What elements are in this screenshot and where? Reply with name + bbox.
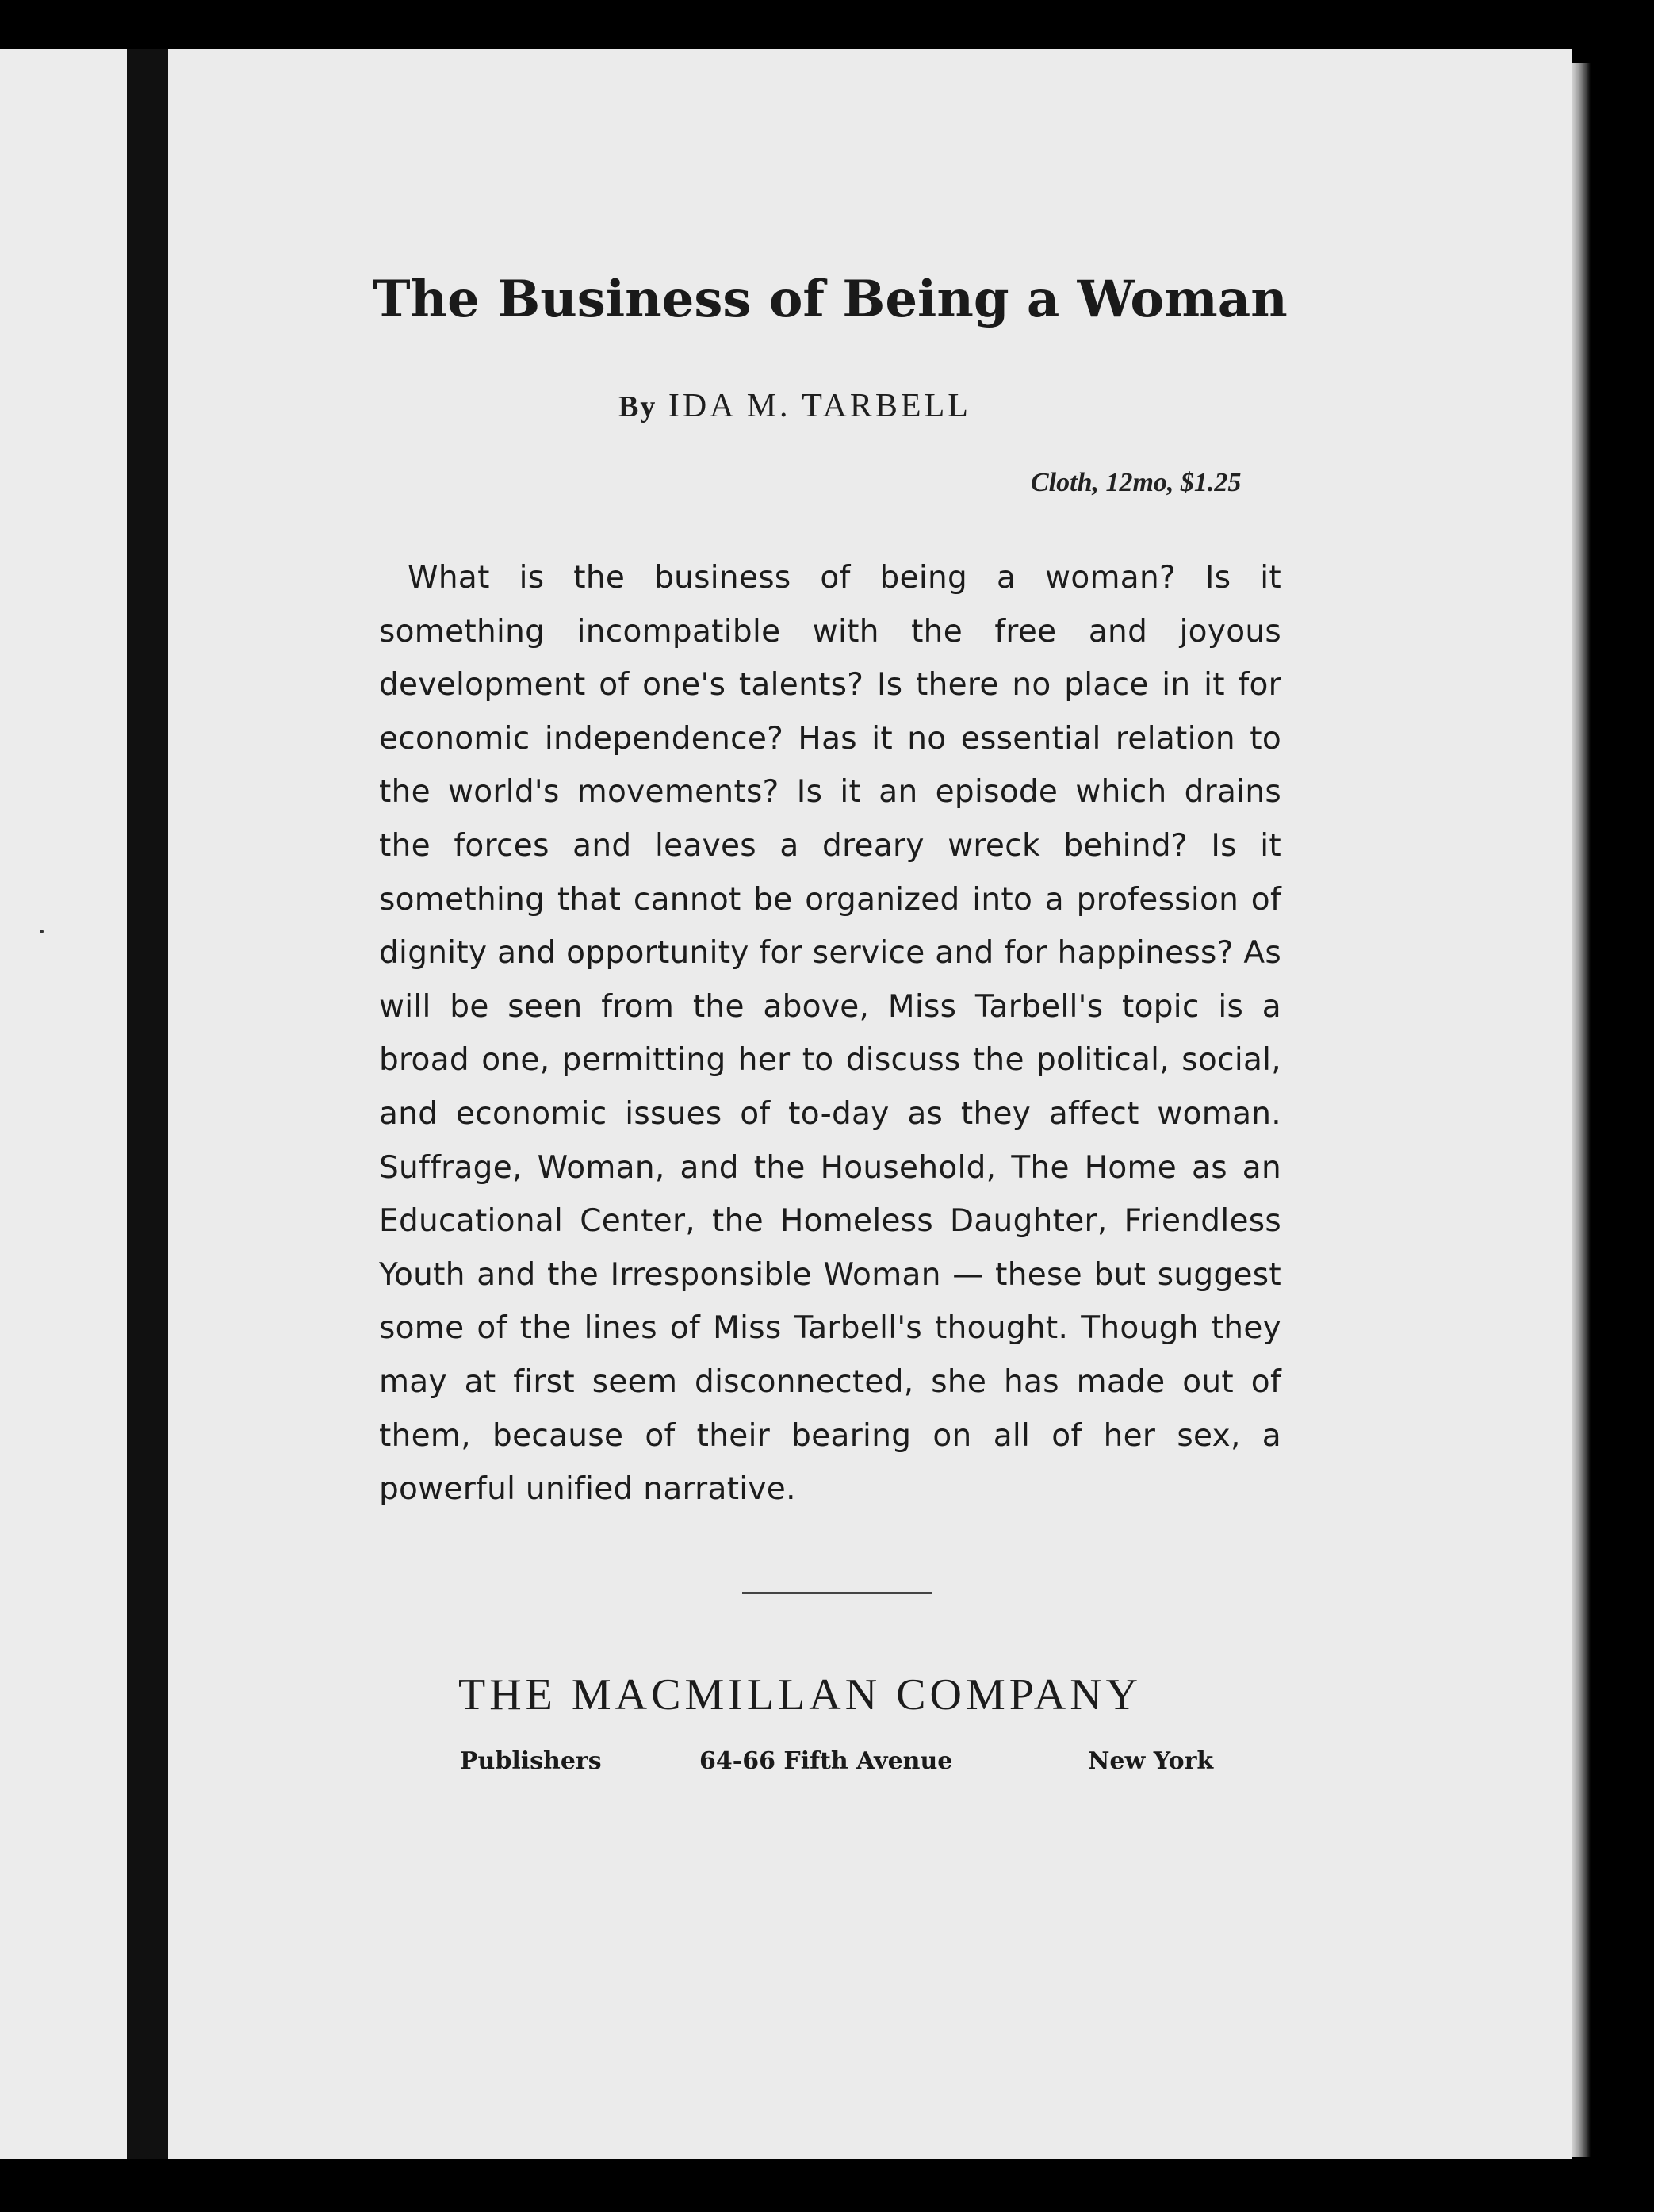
- publisher-address: 64-66 Fifth Avenue: [699, 1747, 953, 1775]
- book-spine: [127, 49, 168, 2159]
- byline-prefix: By: [618, 390, 657, 424]
- byline: [618, 387, 971, 425]
- author-name: IDA M. TARBELL: [668, 388, 971, 424]
- publisher-city: New York: [1088, 1747, 1214, 1775]
- left-page-edge: [0, 49, 127, 2159]
- divider-rule: [742, 1592, 932, 1594]
- right-page-edge: [1572, 63, 1591, 2157]
- binding-price: Cloth, 12mo, $1.25: [1031, 468, 1242, 497]
- scan-speck: [40, 930, 44, 933]
- publisher-role: Publishers: [460, 1747, 602, 1775]
- book-title: The Business of Being a Woman: [373, 270, 1288, 329]
- book-description: What is the business of being a woman? Is it something incompatible with the free and joyous development of one's talents? Is there no place in it for economic independence? Has it no essential relation to the world's movements? Is it an episode which drains the forces and leaves a dreary wreck behind? Is it something that cannot be organized into a profession of dignity and opportunity for service and for happiness? As will be seen from the above, Miss Tarbell's topic is a broad one, permitting her to discuss the political, social, and economic issues of to-day as they affect woman. Suffrage, Woman, and the Household, The Home as an Educational Center, the Homeless Daughter, Friendless Youth and the Irresponsible Woman — these but suggest some of the lines of Miss Tarbell's thought. Though they may at first seem disconnected, she has made out of them, because of their bearing on all of her sex, a powerful unified narrative.: [379, 560, 1281, 1508]
- publisher-name: THE MACMILLAN COMPANY: [458, 1670, 1143, 1719]
